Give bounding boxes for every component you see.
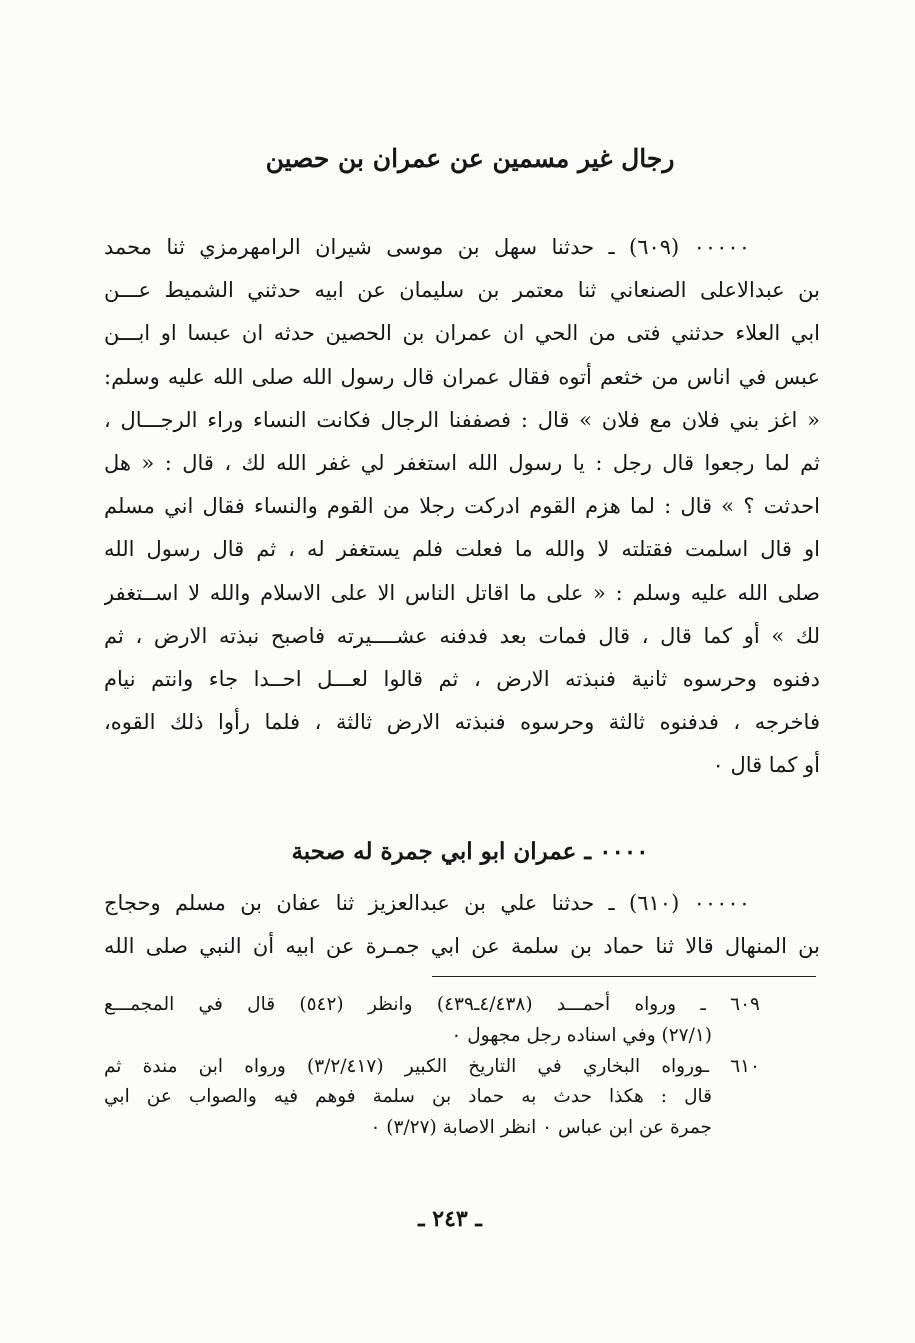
- text-line: أو كما قال ٠: [712, 753, 820, 778]
- second-section-title: ٠٠٠٠ ـ عمران ابو ابي جمرة له صحبة: [291, 838, 649, 865]
- text-line: عبس في اناس من خثعم أتوه فقال عمران قال رسول الله صلى الله عليه وسلم:: [104, 364, 820, 389]
- text-line: « اغز بني فلان مع فلان » قال : فصففنا الرجال فكانت النساء وراء الرجـــال ،: [104, 407, 820, 432]
- text-line: ٠٠٠٠٠ (٦١٠) ـ حدثنا علي بن عبدالعزيز ثنا عفان بن مسلم وحجاج: [104, 891, 750, 915]
- footnote-line: ٦١٠ ـورواه البخاري في التاريخ الكبير (٣/٢/٤١٧) ورواه ابن مندة ثم: [104, 1055, 760, 1077]
- text-line: فاخرجه ، فدفنوه ثالثة وحرسوه فنبذته الارض ثالثة ، فلما رأوا ذلك القوه،: [104, 710, 820, 735]
- section-title: رجال غير مسمين عن عمران بن حصين: [265, 144, 675, 173]
- text-line: لك » أو كما قال ، قال فمات بعد فدفنه عشــــيرته فاصبح نبذته الارض ، ثم: [104, 623, 820, 648]
- footnote-line: جمرة عن ابن عباس ٠ انظر الاصابة (٣/٢٧) ٠: [370, 1117, 712, 1139]
- text-line: ابي العلاء حدثني فتى من الحي ان عمران بن الحصين حدثه ان عبسا او ابـــن: [104, 321, 820, 346]
- text-line: بن المنهال قالا ثنا حماد بن سلمة عن ابي جمـرة عن ابيه أن النبي صلى الله: [104, 934, 820, 959]
- hadith-610-text: [104, 882, 820, 968]
- text-line: احدثت ؟ » قال : لما هزم القوم ادركت رجلا من القوم والنساء فقال اني مسلم: [104, 494, 820, 519]
- text-line: او قال اسلمت فقتلته لا والله ما فعلت فلم يستغفر له ، ثم قال رسول الله: [104, 537, 820, 562]
- footnote-line: قال : هكذا حدث به حماد بن سلمة فوهم فيه والصواب عن ابي: [104, 1086, 712, 1108]
- footnotes: [104, 990, 760, 1144]
- footnote-divider: [432, 976, 816, 977]
- footnote-line: ٦٠٩ ـ ورواه أحمـــد (٤/٤٣٨ـ٤٣٩) وانظر (٥٤٢) قال في المجمـــع: [104, 994, 760, 1015]
- text-line: ٠٠٠٠٠ (٦٠٩) ـ حدثنا سهل بن موسى شيران الرامهرمزي ثنا محمد: [104, 235, 750, 259]
- text-line: دفنوه وحرسوه ثانية فنبذته الارض ، ثم قالوا لعـــل احــدا جاء وانتم نيام: [104, 666, 820, 691]
- text-line: ثم لما رجعوا قال رجل : يا رسول الله استغفر لي غفر الله لك ، قال : « هل: [104, 450, 820, 475]
- text-line: بن عبدالاعلى الصنعاني ثنا معتمر بن سليمان عن ابيه حدثني الشميط عـــن: [104, 278, 820, 303]
- page-number: ـ ٢٤٣ ـ: [418, 1206, 482, 1232]
- text-line: صلى الله عليه وسلم : « على ما اقاتل الناس الا على الاسلام والله لا اســتغفر: [104, 580, 820, 605]
- footnote-line: (٢٧/١) وفي اسناده رجل مجهول ٠: [451, 1024, 712, 1046]
- hadith-609-text: [104, 226, 820, 787]
